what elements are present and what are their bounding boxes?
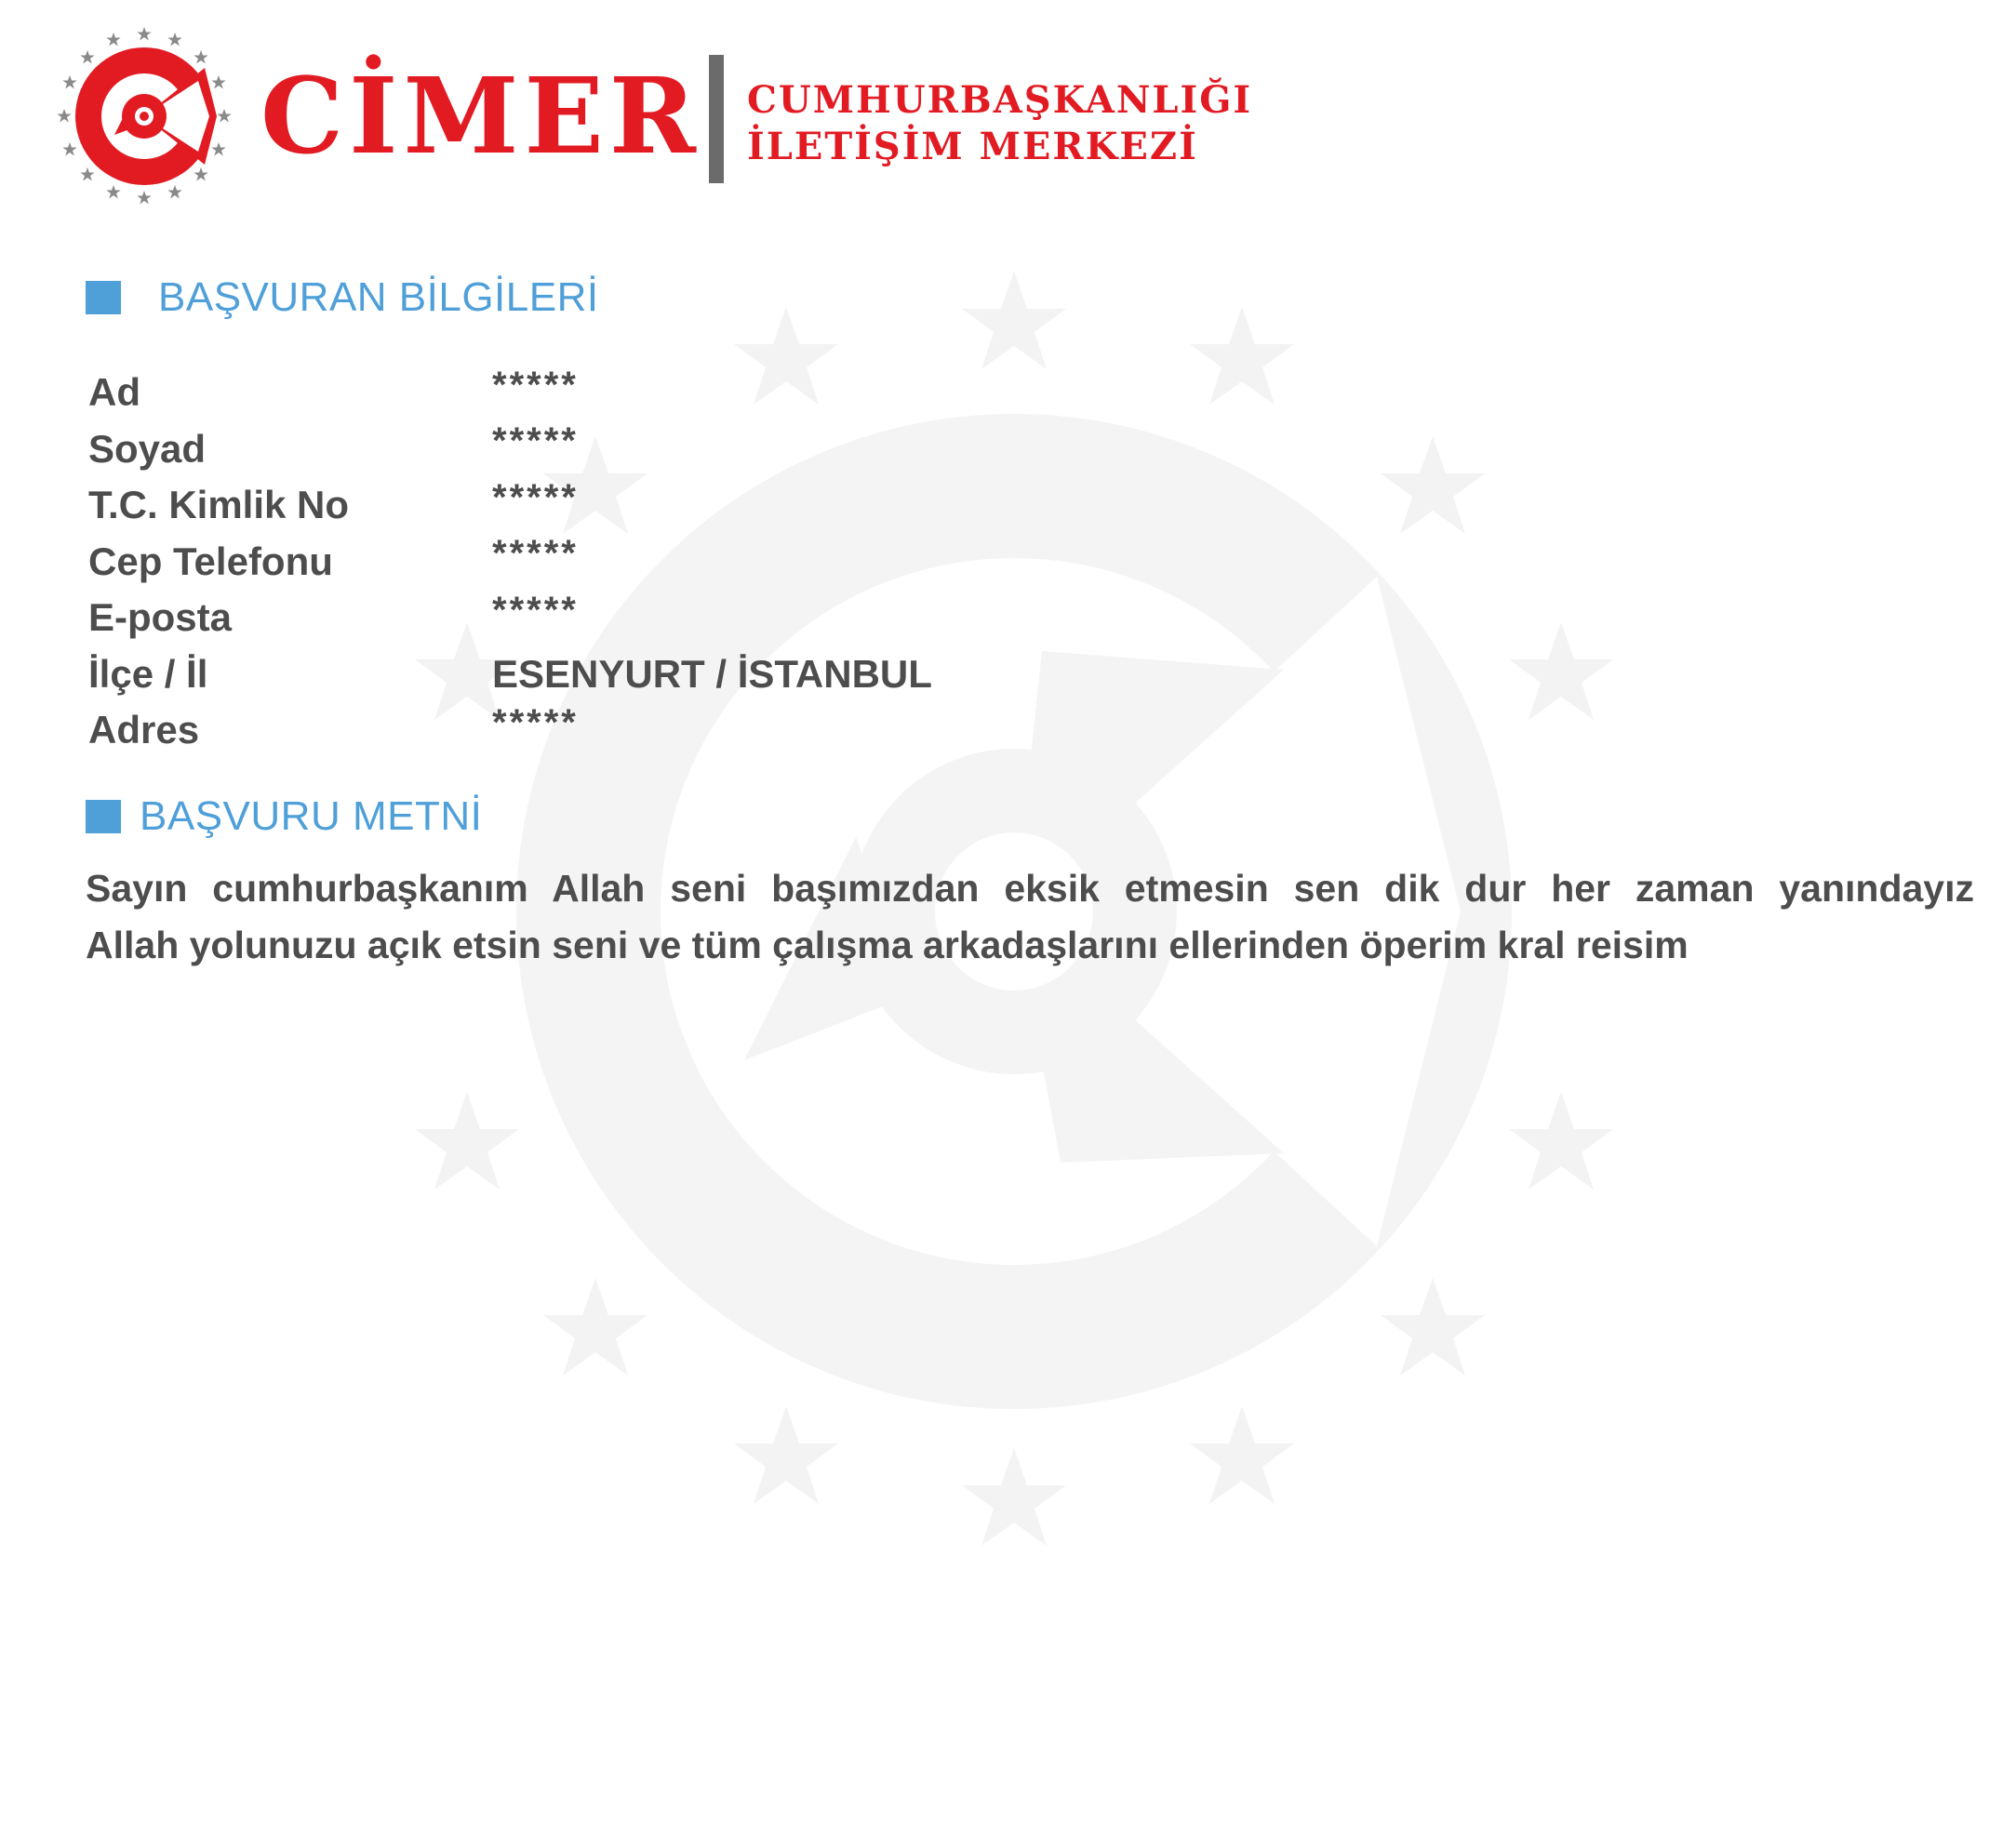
applicant-section-title: BAŞVURAN BİLGİLERİ	[158, 274, 599, 320]
info-label: Adres	[88, 708, 200, 752]
info-label: İlçe / İl	[88, 651, 208, 696]
info-value: *****	[492, 589, 579, 631]
cimer-emblem-icon	[51, 23, 237, 209]
info-row-tc-kimlik	[88, 477, 932, 534]
section-marker-icon	[86, 281, 121, 314]
info-row-adres	[88, 702, 932, 759]
brand-divider	[709, 55, 724, 183]
brand-tagline	[747, 77, 1252, 170]
info-value: *****	[492, 701, 579, 743]
message-section-title: BAŞVURU METNİ	[140, 793, 483, 839]
brand-name: CİMER	[260, 56, 701, 178]
info-label: E-posta	[88, 595, 233, 640]
info-row-soyad	[88, 421, 932, 478]
info-value: *****	[492, 420, 579, 462]
section-marker-icon	[86, 800, 121, 833]
applicant-section-heading	[86, 270, 599, 326]
info-value: *****	[492, 364, 579, 406]
message-line: Allah yolunuzu açık etsin seni ve tüm çalışma arkadaşlarını ellerinden öperim kral reisim	[86, 924, 1689, 966]
info-value: *****	[492, 476, 579, 518]
info-label: Cep Telefonu	[88, 539, 333, 583]
tagline-line1: CUMHURBAŞKANLIĞI	[747, 78, 1253, 122]
applicant-info-table	[88, 365, 932, 759]
message-line: Sayın cumhurbaşkanım Allah seni başımızdan eksik etmesin sen dik dur her zaman yanındayız	[86, 867, 1974, 910]
info-label: Soyad	[88, 426, 207, 471]
info-row-cep-telefonu	[88, 534, 932, 591]
info-row-e-posta	[88, 590, 932, 646]
info-row-ad	[88, 365, 932, 421]
info-row-ilce-il	[88, 646, 932, 703]
info-value: *****	[492, 533, 579, 575]
application-message	[86, 860, 1974, 974]
info-label: T.C. Kimlik No	[88, 483, 350, 527]
message-section-heading	[86, 789, 482, 845]
tagline-line2: İLETİŞİM MERKEZİ	[747, 125, 1198, 168]
info-value: ESENYURT / İSTANBUL	[492, 651, 932, 696]
info-label: Ad	[88, 370, 140, 415]
cimer-header	[51, 23, 1253, 219]
